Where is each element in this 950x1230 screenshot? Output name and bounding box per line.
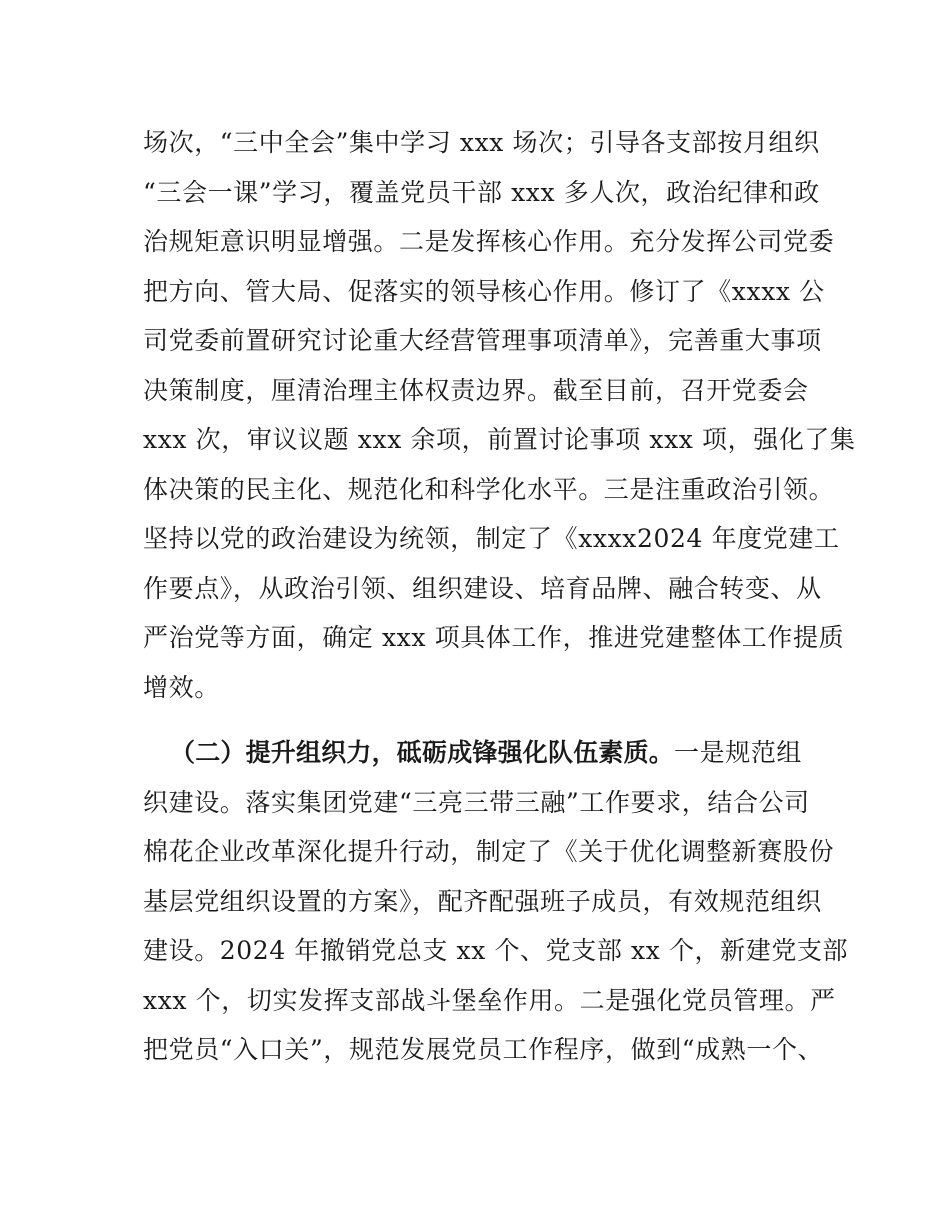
text-line: 坚持以党的政治建设为统领，制定了《xxxx2024 年度党建工 xyxy=(143,524,840,553)
text-line: 织建设。落实集团党建“三亮三带三融”工作要求，结合公司 xyxy=(143,788,810,817)
text-line: 增效。 xyxy=(143,673,220,702)
text-line: 场次，“三中全会”集中学习 xxx 场次；引导各支部按月组织 xyxy=(143,128,820,157)
text-line: xxx 次，审议议题 xxx 余项，前置讨论事项 xxx 项，强化了集 xyxy=(143,425,856,454)
text-line: 棉花企业改革深化提升行动，制定了《关于优化调整新赛股份 xyxy=(143,837,835,866)
section-heading-line xyxy=(170,738,870,768)
text-line: 把党员“入口关”，规范发展党员工作程序，做到“成熟一个、 xyxy=(143,1035,824,1064)
text-line: “三会一课”学习，覆盖党员干部 xxx 多人次，政治纪律和政 xyxy=(143,178,820,207)
text-line: 作要点》，从政治引领、组织建设、培育品牌、融合转变、从 xyxy=(143,574,822,603)
text-line: 治规矩意识明显增强。二是发挥核心作用。充分发挥公司党委 xyxy=(143,227,835,256)
text-line: xxx 个，切实发挥支部战斗堡垒作用。二是强化党员管理。严 xyxy=(143,986,836,1015)
section-heading: （二）提升组织力，砥砺成锋强化队伍素质。 xyxy=(170,738,675,767)
text-line: 决策制度，厘清治理主体权责边界。截至目前，召开党委会 xyxy=(143,376,809,405)
text-line: 严治党等方面，确定 xxx 项具体工作，推进党建整体工作提质 xyxy=(143,623,845,652)
text-line: 司党委前置研究讨论重大经营管理事项清单》，完善重大事项 xyxy=(143,326,822,355)
text-line: 体决策的民主化、规范化和科学化水平。三是注重政治引领。 xyxy=(143,475,835,504)
text-line: 基层党组织设置的方案》，配齐配强班子成员，有效规范组织 xyxy=(143,887,822,916)
text-line: 建设。2024 年撤销党总支 xx 个、党支部 xx 个，新建党支部 xyxy=(143,936,849,965)
heading-line-continuation: 一是规范组 xyxy=(674,738,803,767)
text-line: 把方向、管大局、促落实的领导核心作用。修订了《xxxx 公 xyxy=(143,277,825,306)
